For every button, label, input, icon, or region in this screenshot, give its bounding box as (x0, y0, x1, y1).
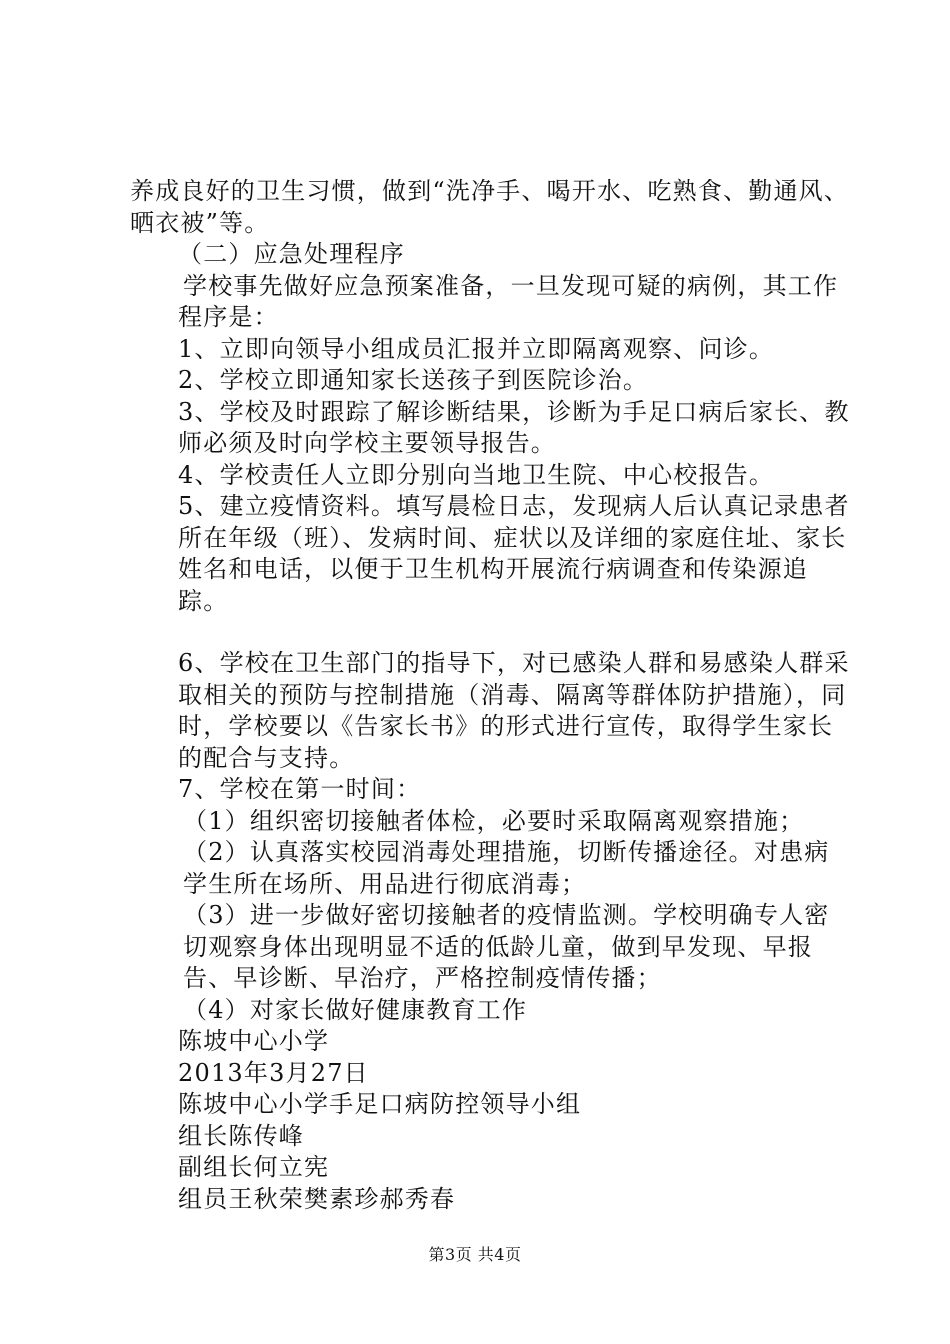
list-item-step-6: 6、学校在卫生部门的指导下，对已感染人群和易感染人群采取相关的预防与控制措施（消毒、隔离等群体防护措施），同时，学校要以《告家长书》的形式进行宣传，取得学生家长的配合与支持。 (178, 649, 850, 772)
group-deputy-leader: 副组长何立宪 (178, 1153, 330, 1181)
document-body (130, 176, 850, 1215)
paragraph-procedure-intro: 程序是： (178, 303, 279, 331)
page-footer: 第3页 共4页 (428, 1245, 522, 1264)
sub-item-4: （4）对家长做好健康教育工作 (183, 995, 528, 1024)
signature-date: 2013年3月27日 (178, 1058, 369, 1087)
group-leader: 组长陈传峰 (178, 1121, 304, 1150)
sub-item-1: （1）组织密切接触者体检，必要时采取隔离观察措施； (183, 806, 805, 835)
paragraph-plan-preparation: 学校事先做好应急预案准备，一旦发现可疑的病例，其工作 (183, 271, 839, 300)
list-item-step-3: 3、学校及时跟踪了解诊断结果，诊断为手足口病后家长、教师必须及时向学校主要领导报告。 (178, 397, 850, 457)
list-item-step-7: 7、学校在第一时间： (178, 775, 422, 803)
list-item-step-4: 4、学校责任人立即分别向当地卫生院、中心校报告。 (178, 460, 775, 489)
paragraph-hygiene-habits: 养成良好的卫生习惯，做到“洗净手、喝开水、吃熟食、勤通风、晒衣被”等。 (130, 177, 850, 237)
list-item-step-1: 1、立即向领导小组成员汇报并立即隔离观察、问诊。 (178, 334, 775, 363)
group-members: 组员王秋荣樊素珍郝秀春 (178, 1184, 456, 1213)
group-title: 陈坡中心小学手足口病防控领导小组 (178, 1090, 582, 1118)
section-heading-emergency-procedure: （二）应急处理程序 (178, 240, 405, 268)
list-item-step-2: 2、学校立即通知家长送孩子到医院诊治。 (178, 366, 649, 394)
sub-item-2: （2）认真落实校园消毒处理措施，切断传播途径。对患病学生所在场所、用品进行彻底消毒； (183, 838, 830, 898)
list-item-step-5: 5、建立疫情资料。填写晨检日志，发现病人后认真记录患者所在年级（班）、发病时间、症状以及详细的家庭住址、家长姓名和电话，以便于卫生机构开展流行病调查和传染源追踪。 (178, 492, 850, 615)
sub-item-3: （3）进一步做好密切接触者的疫情监测。学校明确专人密切观察身体出现明显不适的低龄儿童，做到早发现、早报告、早诊断、早治疗，严格控制疫情传播； (183, 901, 830, 992)
signature-school: 陈坡中心小学 (178, 1027, 330, 1055)
